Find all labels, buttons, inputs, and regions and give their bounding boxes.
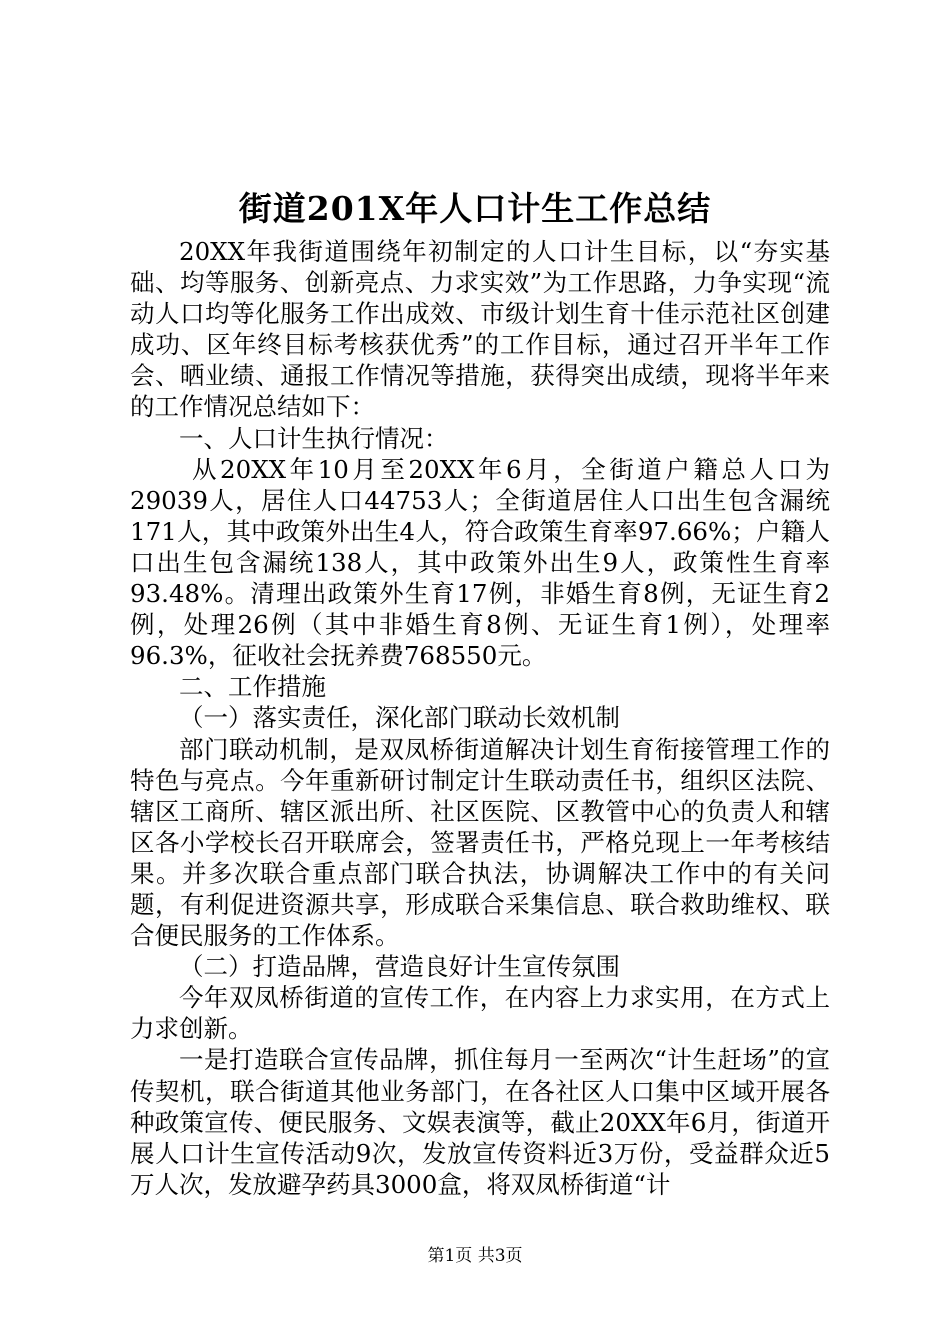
statistics-paragraph: 从20XX年10月至20XX年6月，全街道户籍总人口为29039人，居住人口44753人；全街道居住人口出生包含漏统171人，其中政策外出生4人，符合政策生育率97.66%；户籍人口出生包含漏统138人，其中政策外出生9人，政策性生育率93.48%。清理出政策外生育17例，非婚生育8例，无证生育2例，处理26例（其中非婚生育8例、无证生育1例），处理率96.3%，征收社会抚养费768550元。 <box>130 454 830 671</box>
intro-paragraph: 20XX年我街道围绕年初制定的人口计生目标，以“夯实基础、均等服务、创新亮点、力求实效”为工作思路，力争实现“流动人口均等化服务工作出成效、市级计划生育十佳示范社区创建成功、区年终目标考核获优秀”的工作目标，通过召开半年工作会、晒业绩、通报工作情况等措施，获得突出成绩，现将半年来的工作情况总结如下： <box>130 237 830 422</box>
linkage-paragraph: 部门联动机制，是双凤桥街道解决计划生育衔接管理工作的特色与亮点。今年重新研讨制定计生联动责任书，组织区法院、辖区工商所、辖区派出所、社区医院、区教管中心的负责人和辖区各小学校长召开联席会，签署责任书，严格兑现上一年考核结果。并多次联合重点部门联合执法，协调解决工作中的有关问题，有利促进资源共享，形成联合采集信息、联合救助维权、联合便民服务的工作体系。 <box>130 734 830 951</box>
brand-paragraph: 一是打造联合宣传品牌，抓住每月一至两次“计生赶场”的宣传契机，联合街道其他业务部门，在各社区人口集中区域开展各种政策宣传、便民服务、文娱表演等，截止20XX年6月，街道开展人口计生宣传活动9次，发放宣传资料近3万份，受益群众近5万人次，发放避孕药具3000盒，将双凤桥街道“计 <box>130 1045 830 1199</box>
page-footer: 第1页 共3页 <box>427 1246 523 1266</box>
subsection-heading-2: （二）打造品牌，营造良好计生宣传氛围 <box>179 952 620 982</box>
section-heading-1: 一、人口计生执行情况： <box>179 423 449 453</box>
publicity-paragraph: 今年双凤桥街道的宣传工作，在内容上力求实用，在方式上力求创新。 <box>130 983 830 1044</box>
subsection-heading-1: （一）落实责任，深化部门联动长效机制 <box>179 703 620 733</box>
document-body <box>130 236 830 1200</box>
section-heading-2: 二、工作措施 <box>179 672 326 702</box>
document-title: 街道201X年人口计生工作总结 <box>238 189 712 228</box>
